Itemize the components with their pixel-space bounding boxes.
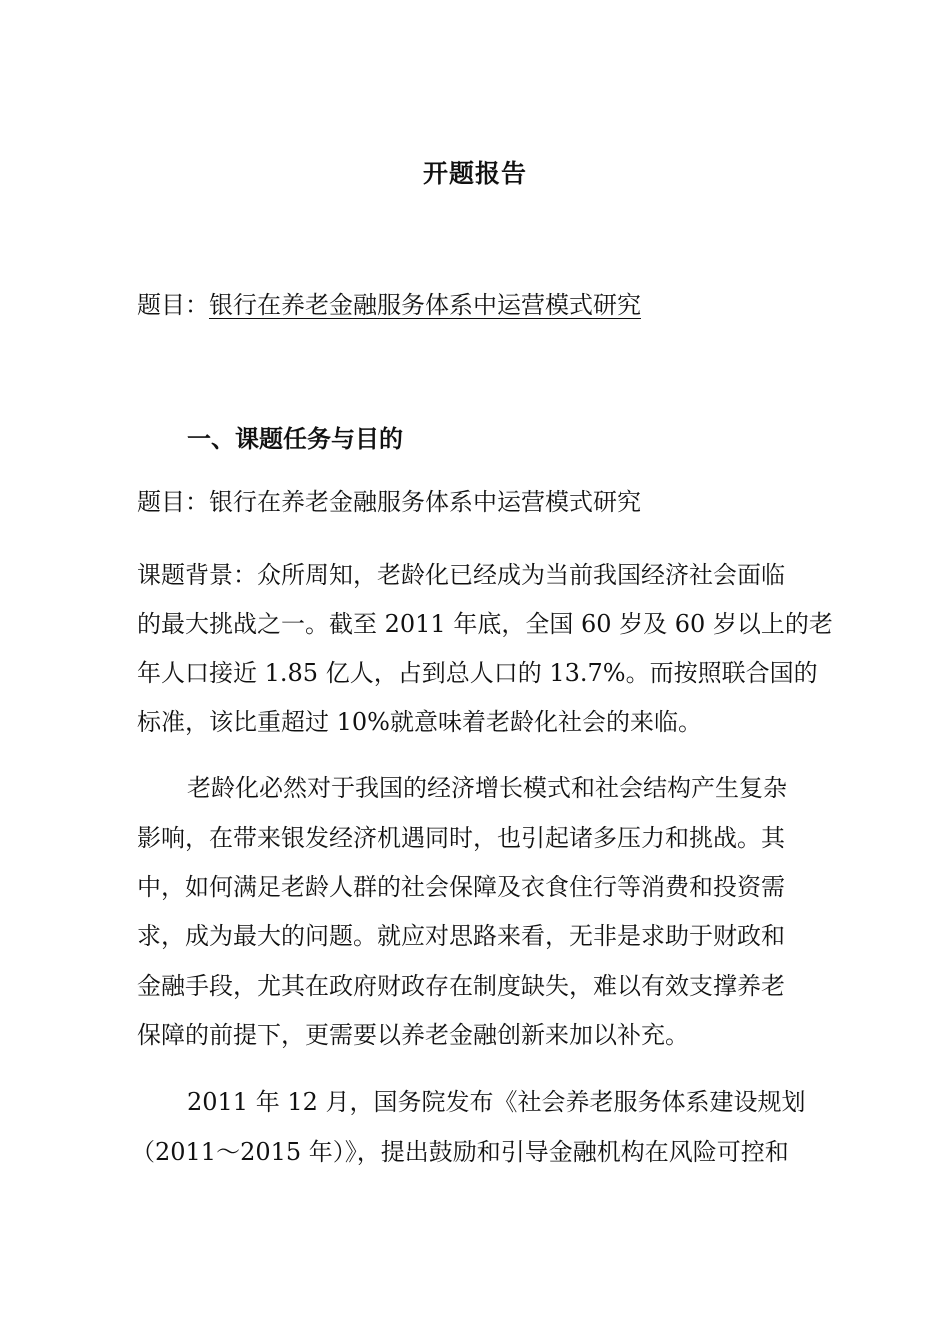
subject-value: 银行在养老金融服务体系中运营模式研究 [209, 291, 641, 319]
body-line: 标准，该比重超过 10%就意味着老龄化社会的来临。 [137, 708, 702, 736]
body-line: 影响，在带来银发经济机遇同时，也引起诸多压力和挑战。其 [137, 824, 785, 852]
body-line: 题目：银行在养老金融服务体系中运营模式研究 [137, 488, 641, 516]
subject-line [137, 287, 641, 323]
body-line: 的最大挑战之一。截至 2011 年底，全国 60 岁及 60 岁以上的老 [137, 610, 833, 638]
body-line: 保障的前提下，更需要以养老金融创新来加以补充。 [137, 1021, 689, 1049]
document-title: 开题报告 [422, 159, 527, 188]
body-line: 2011 年 12 月，国务院发布《社会养老服务体系建设规划 [187, 1088, 806, 1116]
body-line: 老龄化必然对于我国的经济增长模式和社会结构产生复杂 [187, 774, 787, 802]
body-line: 求，成为最大的问题。就应对思路来看，无非是求助于财政和 [137, 922, 785, 950]
section-heading: 一、课题任务与目的 [187, 425, 403, 453]
body-line: 课题背景：众所周知，老龄化已经成为当前我国经济社会面临 [137, 561, 785, 589]
body-line: 中，如何满足老龄人群的社会保障及衣食住行等消费和投资需 [137, 873, 785, 901]
body-line: 金融手段，尤其在政府财政存在制度缺失，难以有效支撑养老 [137, 972, 785, 1000]
body-line: （2011～2015 年）》，提出鼓励和引导金融机构在风险可控和 [131, 1138, 789, 1166]
body-line: 年人口接近 1.85 亿人，占到总人口的 13.7%。而按照联合国的 [137, 659, 818, 687]
subject-label: 题目： [137, 291, 209, 319]
